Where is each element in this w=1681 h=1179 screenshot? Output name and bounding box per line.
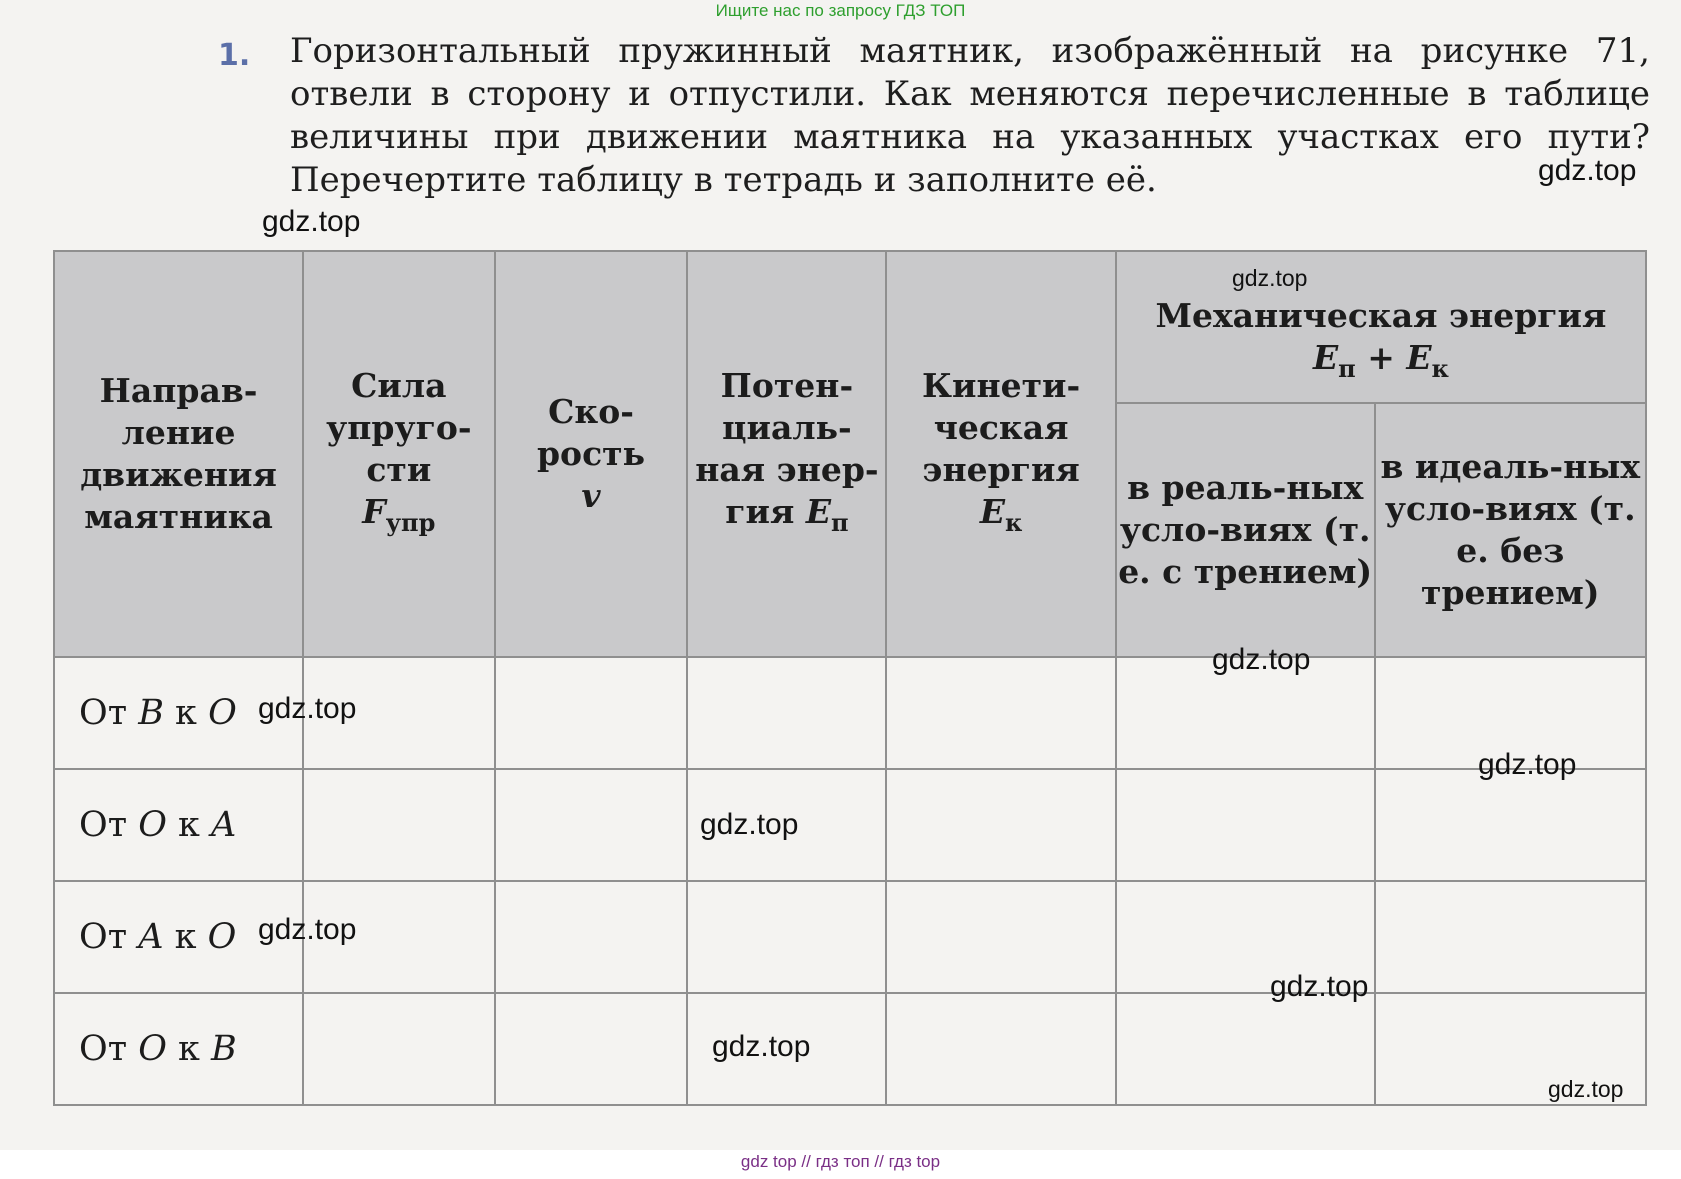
footer-links[interactable]: gdz top // гдз топ // гдз top: [740, 1152, 941, 1171]
task-text: Горизонтальный пружинный маятник, изображённый на рисунке 71, отвели в сторону и отпустили. Как меняются перечисленные в таблице величины при движении маятника на указанных участках его пути? Перечертите таблицу в тетрадь и заполните её.: [290, 31, 1650, 200]
header-potential-energy: Потен-циаль-ная энер-гия $E_п$: [687, 251, 886, 657]
table-cell: [303, 769, 494, 881]
header-elastic-force: Сила упруго-сти $F_{упр}$: [303, 251, 494, 657]
table-cell: [687, 657, 886, 769]
table-cell: [495, 657, 688, 769]
table-cell: [886, 881, 1116, 993]
header-mechanical-energy: Механическая энергия $E_п + E_к$: [1116, 251, 1646, 403]
watermark: gdz.top: [700, 808, 799, 841]
header-direction: Направ-ление движения маятника: [54, 251, 303, 657]
watermark: gdz.top: [262, 205, 361, 238]
row-label: От A к O: [54, 881, 303, 993]
header-ideal-conditions: в идеаль-ных усло-виях (т. е. без трением): [1375, 403, 1646, 657]
table-cell: [1116, 769, 1375, 881]
table-cell: [495, 769, 688, 881]
watermark: gdz.top: [1232, 265, 1308, 291]
table-cell: [1375, 769, 1646, 881]
header-kinetic-energy: Кинети-ческая энергия $E_к$: [886, 251, 1116, 657]
header-speed: Ско-рость v: [495, 251, 688, 657]
watermark: gdz.top: [1548, 1076, 1624, 1102]
watermark: gdz.top: [1478, 748, 1577, 781]
table-cell: [687, 881, 886, 993]
table-cell: [495, 993, 688, 1105]
watermark: gdz.top: [258, 913, 357, 946]
header-real-conditions: в реаль-ных усло-виях (т. е. с трением): [1116, 403, 1375, 657]
watermark: gdz.top: [1212, 643, 1311, 676]
row-label: От B к O: [54, 657, 303, 769]
table-row: [54, 993, 1646, 1105]
table-cell: [1375, 881, 1646, 993]
row-label: От O к A: [54, 769, 303, 881]
table-cell: [886, 993, 1116, 1105]
watermark: gdz.top: [1270, 970, 1369, 1003]
task-number: 1.: [218, 38, 251, 73]
row-label: От O к B: [54, 993, 303, 1105]
table-row: [54, 769, 1646, 881]
watermark: gdz.top: [1538, 154, 1637, 187]
table-cell: [303, 993, 494, 1105]
table-cell: [886, 769, 1116, 881]
table-cell: [495, 881, 688, 993]
table-cell: [886, 657, 1116, 769]
watermark: gdz.top: [258, 692, 357, 725]
watermark: gdz.top: [712, 1030, 811, 1063]
top-banner[interactable]: Ищите нас по запросу ГДЗ ТОП: [715, 1, 966, 20]
data-table: [53, 250, 1647, 1106]
table-cell: [1116, 993, 1375, 1105]
